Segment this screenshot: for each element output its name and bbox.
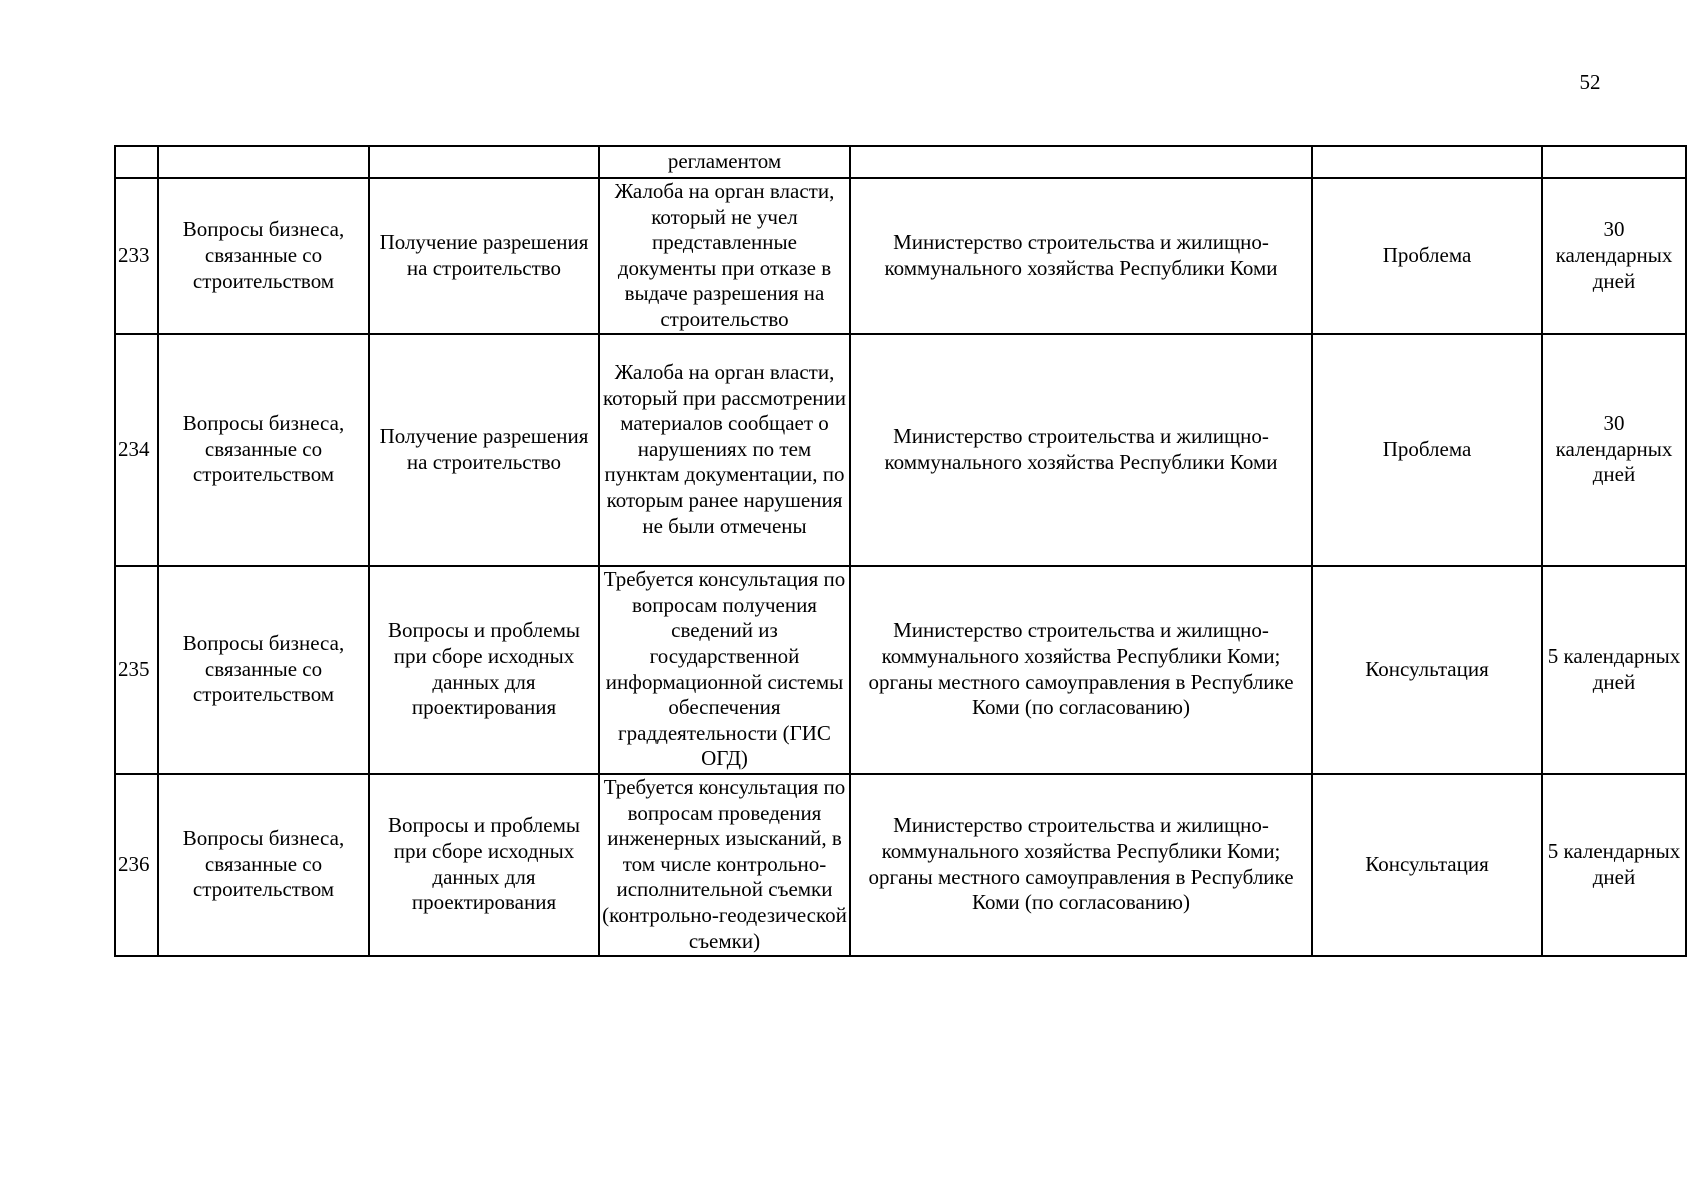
page-number: 52 bbox=[1579, 70, 1601, 94]
table-row bbox=[115, 334, 1686, 566]
cell-responsible: Министерство строительства и жилищно-коммунального хозяйства Республики Коми; органы местного самоуправления в Республике Коми (по согласованию) bbox=[850, 774, 1312, 956]
cell-responsible: Министерство строительства и жилищно-коммунального хозяйства Республики Коми bbox=[850, 178, 1312, 334]
cell-topic bbox=[369, 146, 599, 178]
cell-topic: Вопросы и проблемы при сборе исходных данных для проектирования bbox=[369, 566, 599, 774]
table-row bbox=[115, 178, 1686, 334]
cell-topic: Получение разрешения на строительство bbox=[369, 334, 599, 566]
cell-responsible: Министерство строительства и жилищно-коммунального хозяйства Республики Коми; органы местного самоуправления в Республике Коми (по согласованию) bbox=[850, 566, 1312, 774]
cell-category: Вопросы бизнеса, связанные со строительством bbox=[158, 178, 369, 334]
table-row bbox=[115, 774, 1686, 956]
cell-term bbox=[1542, 146, 1686, 178]
table-row-continuation bbox=[115, 146, 1686, 178]
cell-term: 5 календарных дней bbox=[1542, 566, 1686, 774]
cell-responsible bbox=[850, 146, 1312, 178]
cell-type: Проблема bbox=[1312, 334, 1542, 566]
cell-topic: Получение разрешения на строительство bbox=[369, 178, 599, 334]
cell-number bbox=[115, 146, 158, 178]
cell-category: Вопросы бизнеса, связанные со строительством bbox=[158, 566, 369, 774]
cell-number: 236 bbox=[115, 774, 158, 956]
cell-number: 235 bbox=[115, 566, 158, 774]
cell-problem: регламентом bbox=[599, 146, 850, 178]
cell-term: 30 календарных дней bbox=[1542, 178, 1686, 334]
cell-type: Консультация bbox=[1312, 566, 1542, 774]
cell-type: Консультация bbox=[1312, 774, 1542, 956]
cell-number: 233 bbox=[115, 178, 158, 334]
cell-type bbox=[1312, 146, 1542, 178]
registry-table bbox=[114, 145, 1687, 957]
table-row bbox=[115, 566, 1686, 774]
cell-type: Проблема bbox=[1312, 178, 1542, 334]
cell-term: 5 календарных дней bbox=[1542, 774, 1686, 956]
cell-category: Вопросы бизнеса, связанные со строительством bbox=[158, 334, 369, 566]
cell-problem: Жалоба на орган власти, который не учел представленные документы при отказе в выдаче разрешения на строительство bbox=[599, 178, 850, 334]
cell-responsible: Министерство строительства и жилищно-коммунального хозяйства Республики Коми bbox=[850, 334, 1312, 566]
cell-number: 234 bbox=[115, 334, 158, 566]
cell-problem: Жалоба на орган власти, который при рассмотрении материалов сообщает о нарушениях по тем пунктам документации, по которым ранее нарушения не были отмечены bbox=[599, 334, 850, 566]
cell-category bbox=[158, 146, 369, 178]
cell-topic: Вопросы и проблемы при сборе исходных данных для проектирования bbox=[369, 774, 599, 956]
cell-problem: Требуется консультация по вопросам проведения инженерных изысканий, в том числе контрольно-исполнительной съемки (контрольно-геодезической съемки) bbox=[599, 774, 850, 956]
cell-problem: Требуется консультация по вопросам получения сведений из государственной информационной системы обеспечения граддеятельности (ГИС ОГД) bbox=[599, 566, 850, 774]
cell-category: Вопросы бизнеса, связанные со строительством bbox=[158, 774, 369, 956]
cell-term: 30 календарных дней bbox=[1542, 334, 1686, 566]
